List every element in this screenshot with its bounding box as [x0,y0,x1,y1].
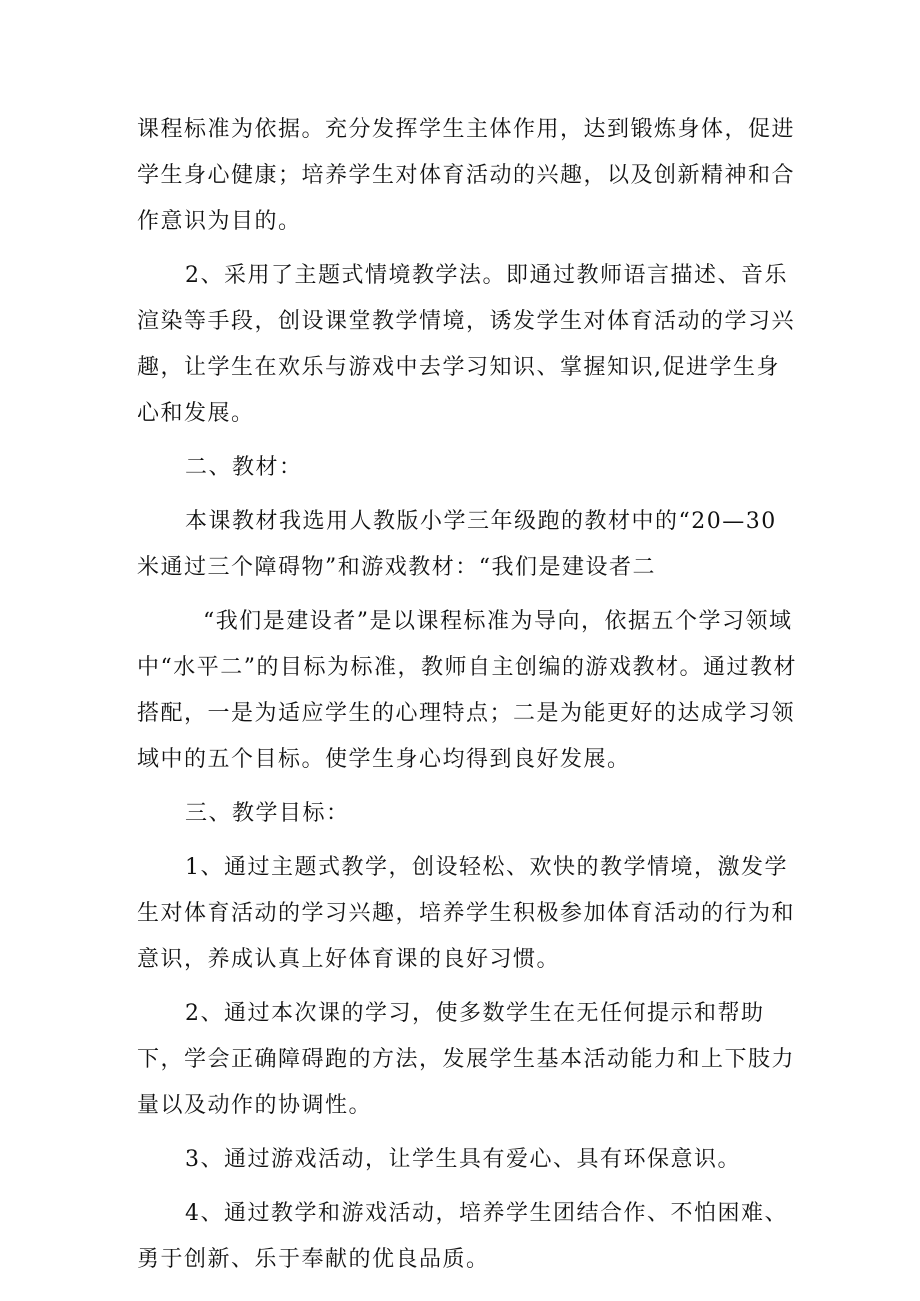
paragraph-objective-4: 4、通过教学和游戏活动，培养学生团结合作、不怕困难、勇于创新、乐于奉献的优良品质。 [137,1201,788,1272]
document-body [137,107,797,1291]
paragraph-objective-3: 3、通过游戏活动，让学生具有爱心、具有环保意识。 [185,1147,741,1172]
paragraph-objective-1: 1、通过主题式教学，创设轻松、欢快的教学情境，激发学生对体育活动的学习兴趣，培养学生积极参加体育活动的行为和意识，养成认真上好体育课的良好习惯。 [137,855,796,972]
paragraph-objective-2: 2、通过本次课的学习，使多数学生在无任何提示和帮助下，学会正确障碍跑的方法，发展学生基本活动能力和上下肢力量以及动作的协调性。 [137,1001,796,1118]
paragraph-continuation: 课程标准为依据。充分发挥学生主体作用，达到锻炼身体，促进学生身心健康；培养学生对体育活动的兴趣，以及创新精神和合作意识为目的。 [137,117,796,234]
paragraph-materials-intro: 本课教材我选用人教版小学三年级跑的教材中的“20—30米通过三个障碍物”和游戏教材：“我们是建设者二 [137,509,777,580]
section-heading-materials: 二、教材： [185,455,303,480]
section-heading-objectives: 三、教学目标： [185,801,350,826]
paragraph-method-2: 2、采用了主题式情境教学法。即通过教师语言描述、音乐渲染等手段，创设课堂教学情境，诱发学生对体育活动的学习兴趣，让学生在欢乐与游戏中去学习知识、掌握知识,促进学生身心和发展。 [137,263,796,426]
paragraph-materials-detail: “我们是建设者”是以课程标准为导向，依据五个学习领域中“水平二”的目标为标准，教师自主创编的游戏教材。通过教材搭配，一是为适应学生的心理特点；二是为能更好的达成学习领域中的五个目标。使学生身心均得到良好发展。 [137,609,797,772]
